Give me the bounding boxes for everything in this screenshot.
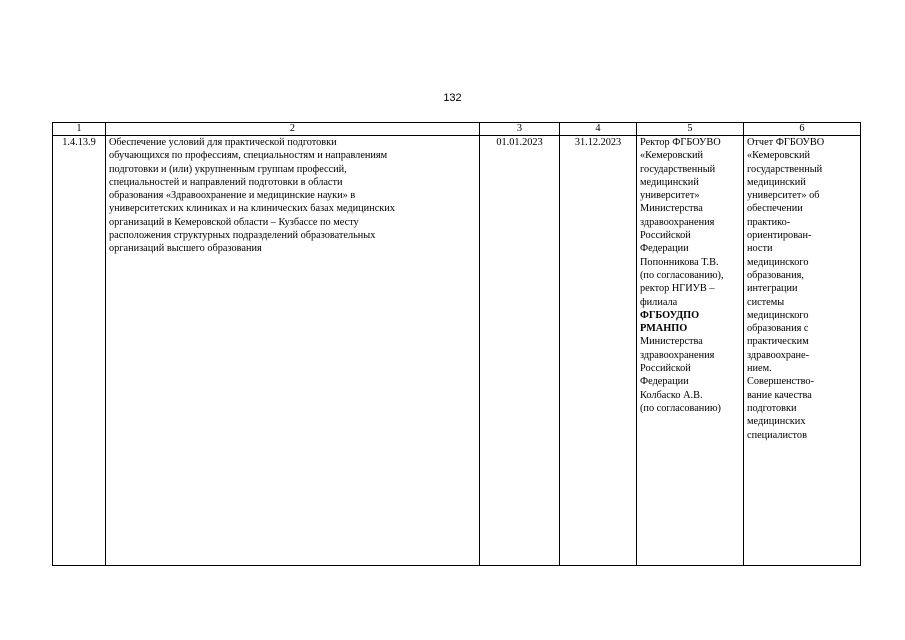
responsible-line: филиала	[640, 296, 678, 308]
measure-description	[106, 136, 480, 566]
column-header-1: 1	[53, 123, 106, 136]
responsible-line: (по согласованию)	[640, 402, 721, 414]
responsible-line: ФГБОУДПО	[640, 309, 700, 321]
result-line: медицинский	[747, 176, 806, 188]
responsible-line: университет»	[640, 190, 700, 202]
result-line: системы	[747, 296, 785, 308]
result-line: университет» об	[747, 190, 820, 202]
measure-line: специальностей и направлений подготовки в области	[109, 176, 343, 188]
measure-line: обучающихся по профессиям, специальностям и направлениям	[109, 150, 388, 162]
activity-table	[52, 122, 861, 566]
page-number: 132	[443, 92, 462, 104]
column-number-row	[53, 123, 861, 136]
result-line: медицинских	[747, 416, 806, 428]
responsible-line: Попонникова Т.В.	[640, 256, 719, 268]
expected-result	[744, 136, 861, 566]
result-line: государственный	[747, 163, 823, 175]
responsible-line: Федерации	[640, 376, 689, 388]
responsible-line: Министерства	[640, 336, 703, 348]
column-header-6: 6	[744, 123, 861, 136]
item-number: 1.4.13.9	[53, 136, 106, 566]
end-date: 31.12.2023	[560, 136, 637, 566]
responsible-line: «Кемеровский	[640, 150, 703, 162]
result-line: практико-	[747, 216, 791, 228]
result-line: образования,	[747, 269, 804, 281]
result-line: Совершенство-	[747, 376, 814, 388]
responsible-line: здравоохранения	[640, 349, 715, 361]
responsible-line: Федерации	[640, 243, 689, 255]
responsible-line: государственный	[640, 163, 716, 175]
result-line: практическим	[747, 336, 809, 348]
responsible-line: Ректор ФГБОУВО	[640, 137, 721, 148]
responsible-line: Министерства	[640, 203, 703, 215]
result-line: подготовки	[747, 402, 797, 414]
column-header-2: 2	[106, 123, 480, 136]
result-line: медицинского	[747, 256, 809, 268]
result-line: образования с	[747, 323, 809, 335]
result-line: специалистов	[747, 429, 807, 441]
result-line: здравоохране-	[747, 349, 810, 361]
responsible-line: Колбаско А.В.	[640, 389, 703, 401]
result-line: интеграции	[747, 283, 798, 295]
start-date: 01.01.2023	[480, 136, 560, 566]
column-header-5: 5	[637, 123, 744, 136]
responsible-line: РМАНПО	[640, 323, 688, 335]
responsible-line: ректор НГИУВ –	[640, 283, 715, 295]
measure-line: подготовки и (или) укрупненным группам профессий,	[109, 163, 347, 175]
responsible-line: (по согласованию),	[640, 269, 724, 281]
column-header-4: 4	[560, 123, 637, 136]
responsible-executors	[637, 136, 744, 566]
responsible-line: здравоохранения	[640, 216, 715, 228]
measure-line: организаций в Кемеровской области – Кузбассе по месту	[109, 216, 359, 228]
result-line: обеспечении	[747, 203, 803, 215]
responsible-line: медицинский	[640, 176, 699, 188]
result-line: медицинского	[747, 309, 809, 321]
column-header-3: 3	[480, 123, 560, 136]
result-line: Отчет ФГБОУВО	[747, 137, 825, 148]
measure-line: расположения структурных подразделений образовательных	[109, 230, 376, 242]
measure-line: Обеспечение условий для практической подготовки	[109, 137, 337, 148]
result-line: ориентирован-	[747, 230, 812, 242]
responsible-line: Российской	[640, 230, 691, 242]
result-line: ности	[747, 243, 773, 255]
measure-line: организаций высшего образования	[109, 243, 262, 255]
result-line: вание качества	[747, 389, 812, 401]
measure-line: образования «Здравоохранение и медицинские науки» в	[109, 190, 356, 202]
table-row	[53, 136, 861, 566]
result-line: «Кемеровский	[747, 150, 810, 162]
responsible-line: Российской	[640, 363, 691, 375]
result-line: нием.	[747, 363, 772, 375]
measure-line: университетских клиниках и на клинических базах медицинских	[109, 203, 395, 215]
